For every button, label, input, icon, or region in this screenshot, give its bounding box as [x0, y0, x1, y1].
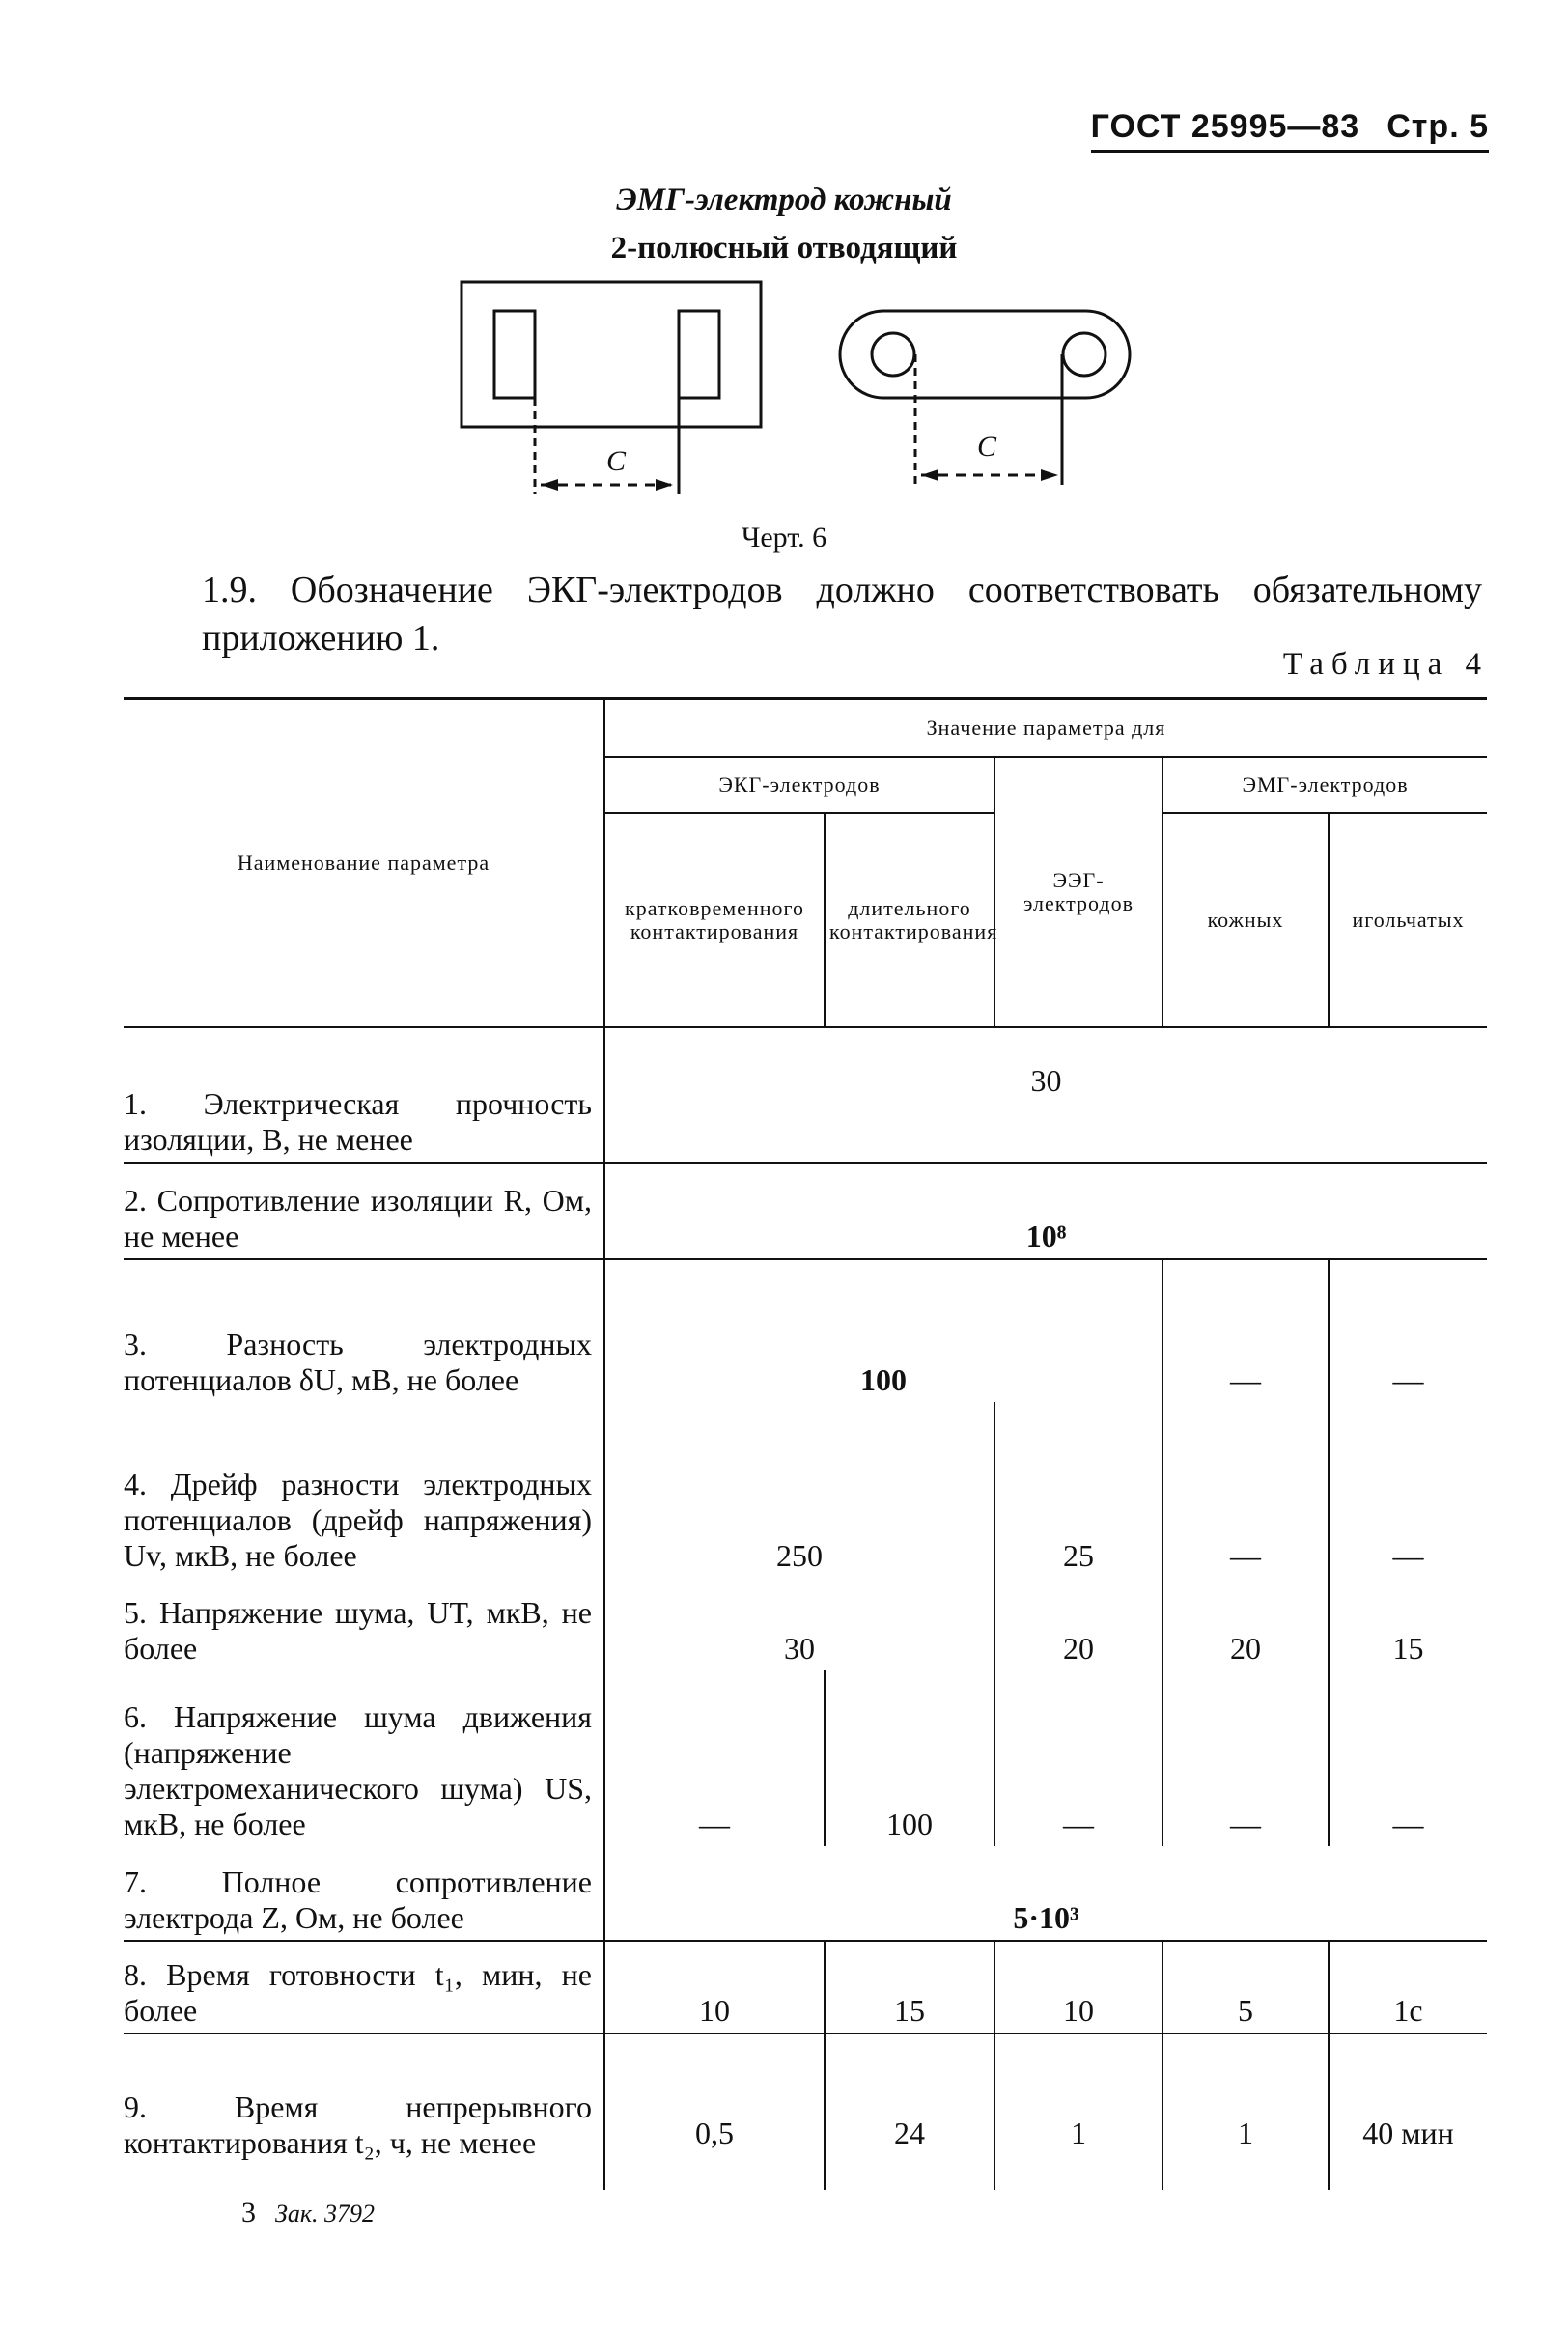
- table-row: [124, 1402, 1487, 1578]
- row-4-eeg: 25: [994, 1402, 1162, 1578]
- table-row: [124, 2033, 1487, 2190]
- row-8-emg-skin: 5: [1162, 1941, 1329, 2033]
- table-row: [124, 1670, 1487, 1846]
- table-row: [124, 1578, 1487, 1670]
- parameters-table-wrap: [124, 697, 1487, 2190]
- table-row: [124, 1846, 1487, 1941]
- dimension-label-left: C: [606, 445, 627, 477]
- page-footer: [241, 2197, 375, 2229]
- row-4-emg-skin: —: [1162, 1402, 1329, 1578]
- header-ekg: ЭКГ-электродов: [604, 757, 994, 813]
- row-4-ekg: 250: [604, 1402, 994, 1578]
- header-group: Значение параметра для: [604, 699, 1487, 757]
- row-4-name: 4. Дрейф разности электродных потенциалов (дрейф напряжения) Uv, мкВ, не более: [124, 1466, 592, 1573]
- row-6-emg-needle: —: [1329, 1670, 1487, 1846]
- header-ekg-short: кратковременного контактирования: [604, 813, 825, 1027]
- figure-caption-line2: 2-полюсный отводящий: [610, 231, 958, 266]
- header-ekg-long: длительного контактирования: [825, 813, 994, 1027]
- table-title: Таблица 4: [1282, 647, 1489, 682]
- standard-number: ГОСТ 25995—83: [1090, 108, 1360, 145]
- row-9-emg-skin: 1: [1162, 2033, 1329, 2190]
- row-5-ekg: 30: [604, 1578, 994, 1670]
- table-row: [124, 1259, 1487, 1402]
- row-3-name: 3. Разность электродных потенциалов δU, мВ, не более: [124, 1326, 592, 1397]
- row-6-ekg-long: 100: [825, 1670, 994, 1846]
- figure-caption-line1: ЭМГ-электрод кожный: [616, 182, 952, 217]
- row-2-value: 10⁸: [604, 1163, 1487, 1259]
- page-number: Стр. 5: [1386, 108, 1489, 145]
- parameters-table: [124, 697, 1487, 2190]
- row-8-ekg-short: 10: [604, 1941, 825, 2033]
- row-9-ekg-long: 24: [825, 2033, 994, 2190]
- clause-1-9: [121, 566, 1482, 662]
- row-8-eeg: 10: [994, 1941, 1162, 2033]
- row-5-emg-skin: 20: [1162, 1578, 1329, 1670]
- sheet-number: 3: [241, 2197, 256, 2229]
- row-9-name: 9. Время непрерывного контактирования t₂, ч, не менее: [124, 2089, 592, 2160]
- row-5-eeg: 20: [994, 1578, 1162, 1670]
- row-5-emg-needle: 15: [1329, 1578, 1487, 1670]
- header-row-1: [124, 699, 1487, 757]
- row-2-name: 2. Сопротивление изоляции R, Ом, не менее: [124, 1163, 604, 1259]
- row-6-ekg-short: —: [604, 1670, 825, 1846]
- figure-label: Черт. 6: [741, 521, 827, 553]
- row-7-value: 5·10³: [604, 1846, 1487, 1941]
- clause-text: 1.9. Обозначение ЭКГ-электродов должно соответствовать обязательному приложению 1.: [202, 570, 1482, 659]
- table-row: [124, 1941, 1487, 2033]
- row-6-eeg: —: [994, 1670, 1162, 1846]
- header-emg: ЭМГ-электродов: [1162, 757, 1487, 813]
- page-header: [1091, 108, 1489, 153]
- row-8-name: 8. Время готовности t₁, мин, не более: [124, 1941, 604, 2033]
- row-9-ekg-short: 0,5: [604, 2033, 825, 2190]
- row-6-name: 6. Напряжение шума движения (напряжение электромеханического шума) US, мкВ, не более: [124, 1698, 592, 1841]
- header-emg-needle: игольчатых: [1329, 813, 1487, 1027]
- row-9-emg-needle: 40 мин: [1329, 2033, 1487, 2190]
- row-3-emg-skin: —: [1162, 1259, 1329, 1402]
- table-row: [124, 1027, 1487, 1163]
- row-5-name: 5. Напряжение шума, UT, мкВ, не более: [124, 1594, 592, 1666]
- row-4-emg-needle: —: [1329, 1402, 1487, 1578]
- header-emg-skin: кожных: [1162, 813, 1329, 1027]
- electrode-drawing: [444, 272, 1178, 514]
- header-param-name: Наименование параметра: [124, 699, 604, 1027]
- dimension-label-right: C: [977, 431, 997, 463]
- row-8-ekg-long: 15: [825, 1941, 994, 2033]
- row-1-value: 30: [604, 1027, 1487, 1163]
- header-eeg: ЭЭГ-электродов: [994, 757, 1162, 1027]
- row-7-name: 7. Полное сопротивление электрода Z, Ом, не более: [124, 1846, 604, 1941]
- row-3-ekg-eeg: 100: [604, 1259, 1162, 1402]
- order-number: Зак. 3792: [275, 2200, 376, 2228]
- row-6-emg-skin: —: [1162, 1670, 1329, 1846]
- table-row: [124, 1163, 1487, 1259]
- figure-caption: [0, 176, 1568, 272]
- row-9-eeg: 1: [994, 2033, 1162, 2190]
- row-1-name: 1. Электрическая прочность изоляции, В, не менее: [124, 1027, 604, 1163]
- row-8-emg-needle: 1с: [1329, 1941, 1487, 2033]
- row-3-emg-needle: —: [1329, 1259, 1487, 1402]
